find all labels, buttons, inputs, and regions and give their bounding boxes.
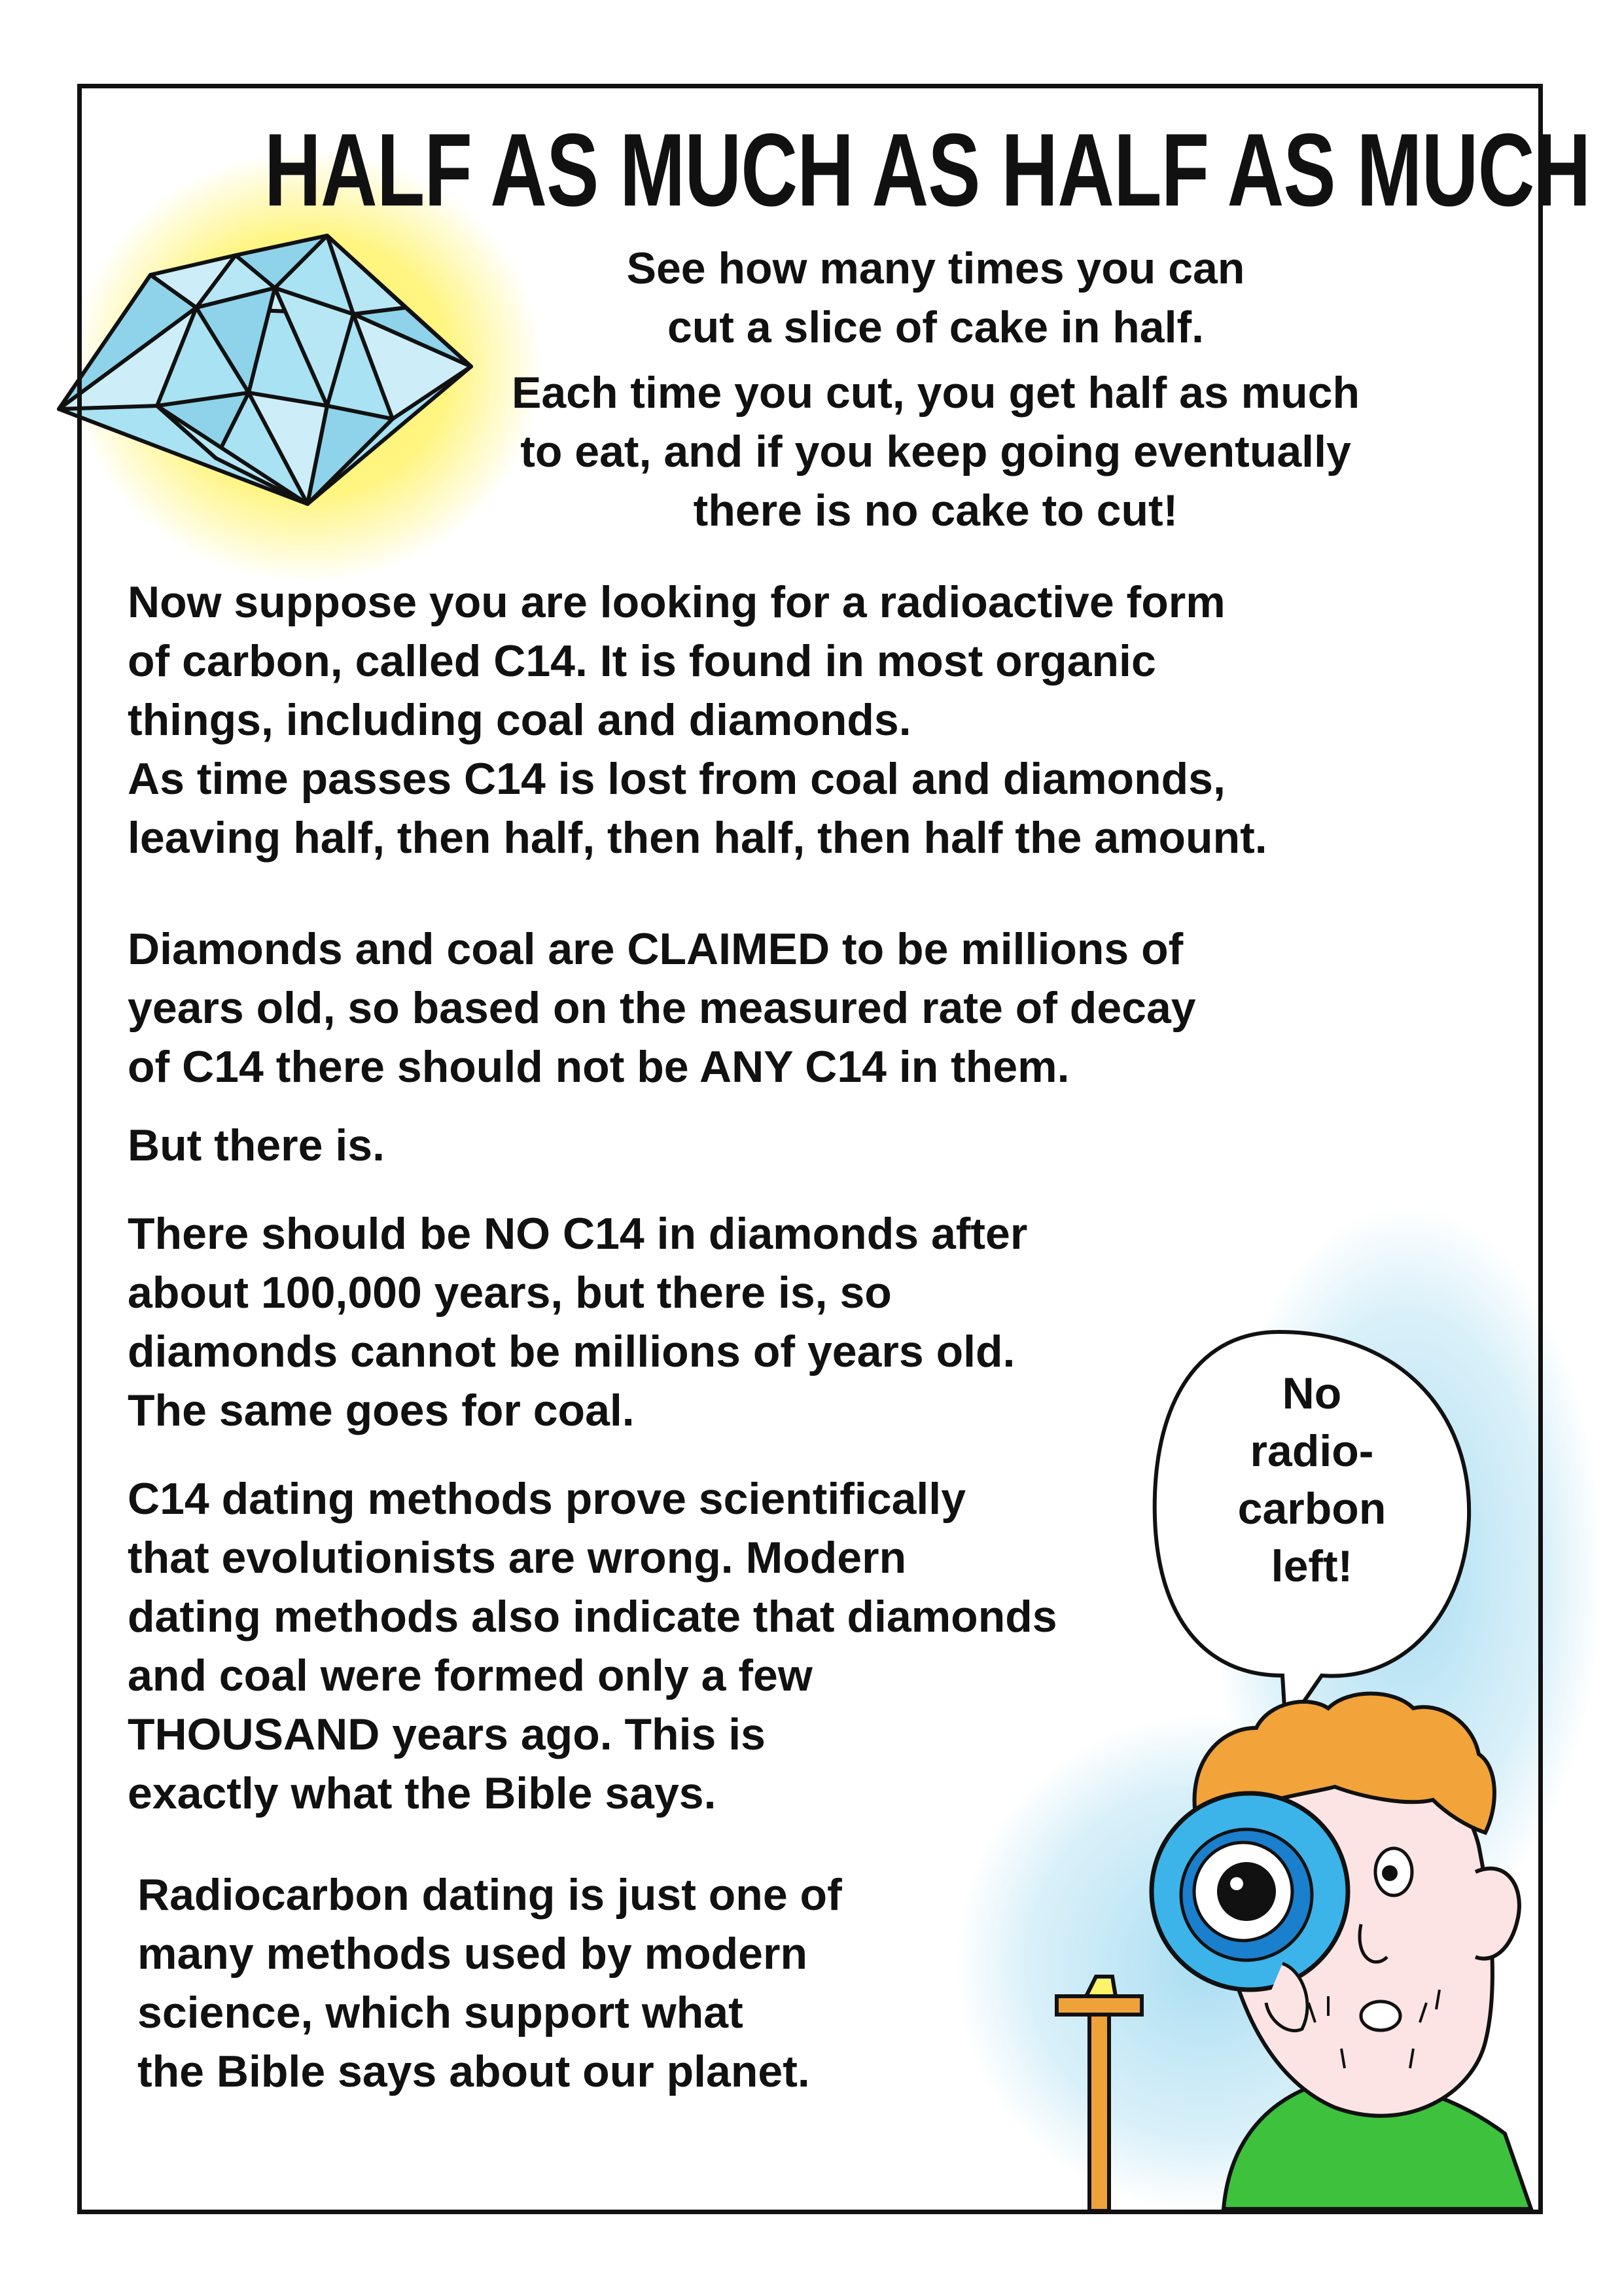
paragraph-line: C14 dating methods prove scientifically	[128, 1474, 966, 1524]
paragraph-line: years old, so based on the measured rate of decay	[128, 983, 1196, 1033]
intro-line: See how many times you can	[626, 243, 1245, 293]
paragraph-line: THOUSAND years ago. This is	[128, 1710, 766, 1759]
paragraph-line: The same goes for coal.	[128, 1386, 635, 1435]
speech-bubble-text: carbon	[1237, 1484, 1386, 1534]
speech-bubble-text: No	[1282, 1369, 1342, 1418]
paragraph-line: the Bible says about our planet.	[137, 2047, 810, 2096]
paragraph-line: things, including coal and diamonds.	[128, 695, 911, 745]
paragraph-line: about 100,000 years, but there is, so	[128, 1268, 892, 1318]
paragraph-line: of carbon, called C14. It is found in most organic	[128, 636, 1156, 686]
speech-bubble-text: radio-	[1250, 1426, 1374, 1476]
paragraph-line: exactly what the Bible says.	[128, 1768, 716, 1818]
paragraph-line: that evolutionists are wrong. Modern	[128, 1533, 907, 1583]
paragraph-line: There should be NO C14 in diamonds after	[128, 1209, 1028, 1259]
paragraph-line: But there is.	[128, 1121, 385, 1170]
paragraph-line: Now suppose you are looking for a radioactive form	[128, 577, 1226, 627]
paragraph-line: many methods used by modern	[137, 1929, 807, 1979]
intro-line: cut a slice of cake in half.	[667, 302, 1205, 352]
intro-line: Each time you cut, you get half as much	[511, 368, 1360, 418]
paragraph-line: of C14 there should not be ANY C14 in them.	[128, 1042, 1070, 1092]
paragraph-line: dating methods also indicate that diamonds	[128, 1592, 1057, 1641]
paragraph-line: science, which support what	[137, 1988, 743, 2037]
paragraph-line: leaving half, then half, then half, then half the amount.	[128, 813, 1267, 863]
paragraph-line: Radiocarbon dating is just one of	[137, 1870, 842, 1920]
paragraph-line: As time passes C14 is lost from coal and diamonds,	[128, 754, 1226, 804]
paragraph-line: and coal were formed only a few	[128, 1651, 813, 1700]
intro-line: to eat, and if you keep going eventually	[520, 427, 1351, 476]
paragraph-line: diamonds cannot be millions of years old.	[128, 1327, 1015, 1376]
intro-line: there is no cake to cut!	[693, 486, 1178, 535]
paragraph-line: Diamonds and coal are CLAIMED to be millions of	[128, 924, 1184, 974]
page-title: HALF AS MUCH AS HALF AS MUCH	[264, 113, 1591, 228]
speech-bubble-text: left!	[1271, 1541, 1353, 1591]
